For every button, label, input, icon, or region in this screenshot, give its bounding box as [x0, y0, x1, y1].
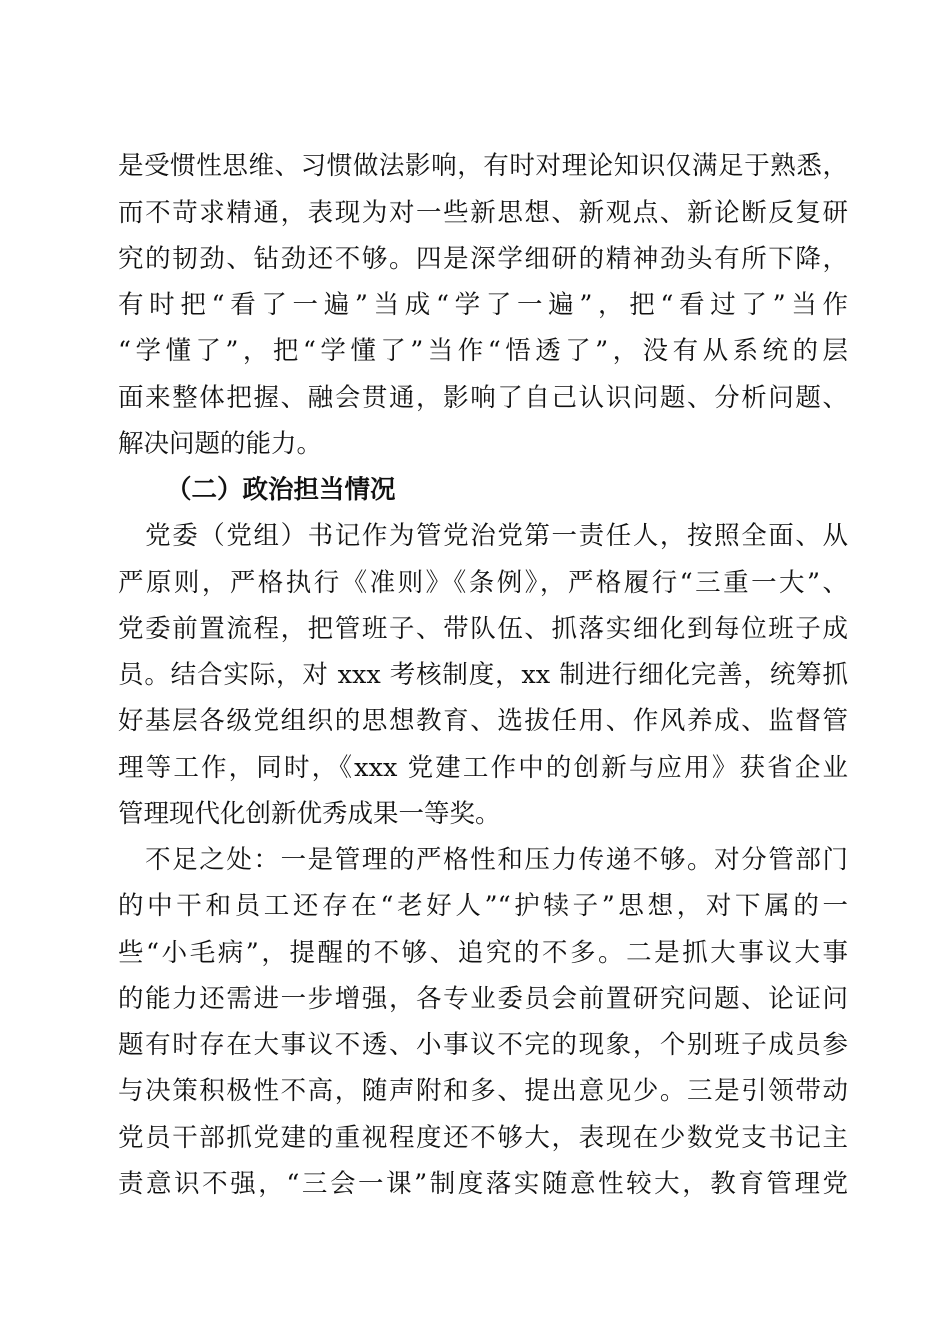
paragraph-line: 严原则，严格执行《准则》《条例》，严格履行“三重一大”、 [118, 568, 848, 598]
paragraph-line: 管理现代化创新优秀成果一等奖。 [118, 799, 501, 829]
paragraph-line: 不足之处：一是管理的严格性和压力传递不够。对分管部门 [118, 845, 848, 875]
paragraph-line: 题有时存在大事议不透、小事议不完的现象，个别班子成员参 [118, 1030, 848, 1060]
paragraph-line: “学懂了”，把“学懂了”当作“悟透了”，没有从系统的层 [118, 336, 848, 366]
paragraph-line: 理等工作，同时，《xxx 党建工作中的创新与应用》获省企业 [118, 753, 848, 783]
paragraph-line: 与决策积极性不高，随声附和多、提出意见少。三是引领带动 [118, 1076, 848, 1106]
paragraph-line: 有时把“看了一遍”当成“学了一遍”，把“看过了”当作 [118, 290, 848, 320]
paragraph-line: 而不苛求精通，表现为对一些新思想、新观点、新论断反复研 [118, 198, 848, 228]
paragraph-line: 好基层各级党组织的思想教育、选拔任用、作风养成、监督管 [118, 706, 848, 736]
paragraph-line: 党委（党组）书记作为管党治党第一责任人，按照全面、从 [118, 521, 848, 551]
paragraph-line: 员。结合实际，对 xxx 考核制度，xx 制进行细化完善，统筹抓 [118, 660, 848, 690]
section-heading: （二）政治担当情况 [166, 475, 396, 505]
paragraph-line: 是受惯性思维、习惯做法影响，有时对理论知识仅满足于熟悉， [118, 151, 848, 181]
paragraph-line: 责意识不强，“三会一课”制度落实随意性较大，教育管理党 [118, 1169, 848, 1199]
paragraph-line: 些“小毛病”，提醒的不够、追究的不多。二是抓大事议大事 [118, 938, 848, 968]
paragraph-line: 面来整体把握、融会贯通，影响了自己认识问题、分析问题、 [118, 383, 848, 413]
paragraph-line: 党委前置流程，把管班子、带队伍、抓落实细化到每位班子成 [118, 614, 848, 644]
paragraph-line: 党员干部抓党建的重视程度还不够大，表现在少数党支书记主 [118, 1123, 848, 1153]
paragraph-line: 解决问题的能力。 [118, 429, 323, 459]
paragraph-line: 的能力还需进一步增强，各专业委员会前置研究问题、论证问 [118, 984, 848, 1014]
paragraph-line: 的中干和员工还存在“老好人”“护犊子”思想，对下属的一 [118, 891, 848, 921]
paragraph-line: 究的韧劲、钻劲还不够。四是深学细研的精神劲头有所下降， [118, 244, 848, 274]
